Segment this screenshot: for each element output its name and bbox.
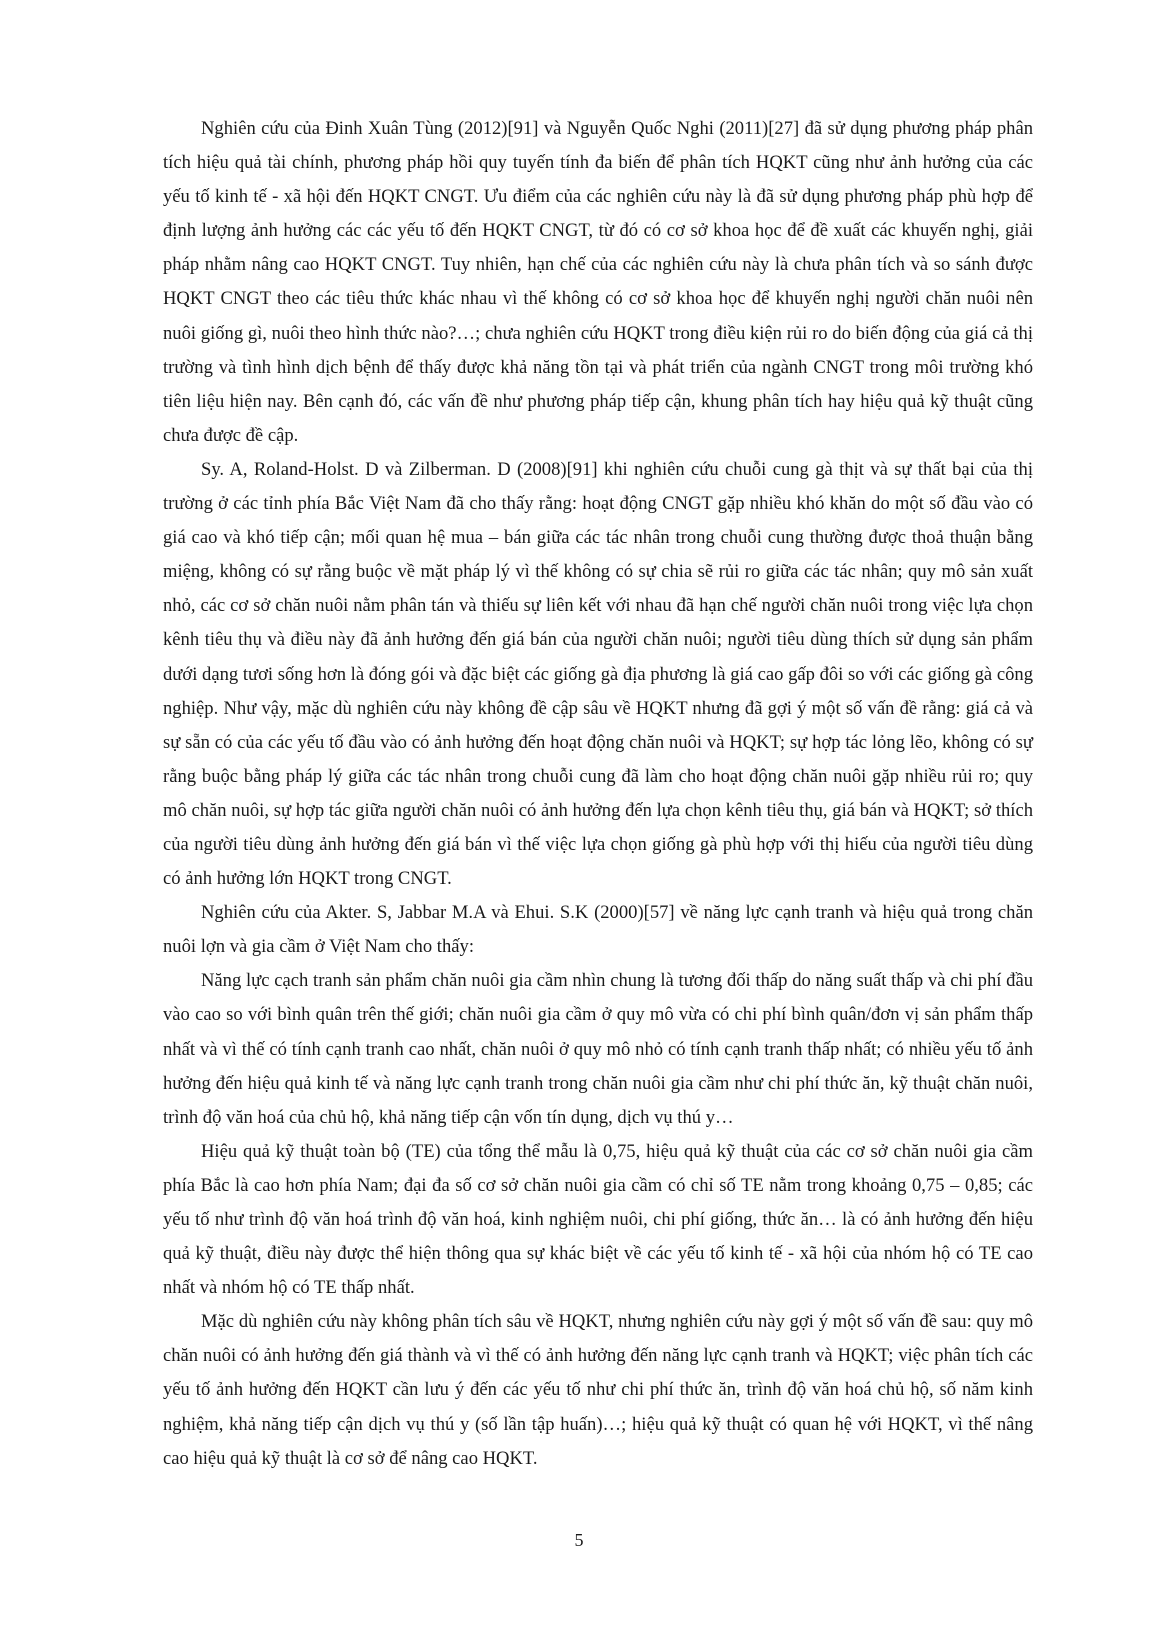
paragraph-1: Nghiên cứu của Đinh Xuân Tùng (2012)[91] và Nguyễn Quốc Nghi (2011)[27] đã sử dụng phương pháp phân tích hiệu quả tài chính, phương pháp hồi quy tuyến tính đa biến để phân tích HQKT cũng như ảnh hưởng của các yếu tố kinh tế - xã hội đến HQKT CNGT. Ưu điểm của các nghiên cứu này là đã sử dụng phương pháp phù hợp để định lượng ảnh hưởng các các yếu tố đến HQKT CNGT, từ đó có cơ sở khoa học để đề xuất các khuyến nghị, giải pháp nhằm nâng cao HQKT CNGT. Tuy nhiên, hạn chế của các nghiên cứu này là chưa phân tích và so sánh được HQKT CNGT theo các tiêu thức khác nhau vì thế không có cơ sở khoa học để khuyến nghị người chăn nuôi nên nuôi giống gì, nuôi theo hình thức nào?…; chưa nghiên cứu HQKT trong điều kiện rủi ro do biến động của giá cả thị trường và tình hình dịch bệnh để thấy được khả năng tồn tại và phát triển của ngành CNGT trong môi trường khó tiên liệu hiện nay. Bên cạnh đó, các vấn đề như phương pháp tiếp cận, khung phân tích hay hiệu quả kỹ thuật cũng chưa được đề cập. [163,118,1033,446]
paragraph-2: Sy. A, Roland-Holst. D và Zilberman. D (2008)[91] khi nghiên cứu chuỗi cung gà thịt và sự thất bại của thị trường ở các tỉnh phía Bắc Việt Nam đã cho thấy rằng: hoạt động CNGT gặp nhiều khó khăn do một số đầu vào có giá cao và khó tiếp cận; mối quan hệ mua – bán giữa các tác nhân trong chuỗi cung thường được thoả thuận bằng miệng, không có sự rằng buộc về mặt pháp lý vì thế không có sự chia sẽ rủi ro giữa các tác nhân; quy mô sản xuất nhỏ, các cơ sở chăn nuôi nằm phân tán và thiếu sự liên kết với nhau đã hạn chế người chăn nuôi trong việc lựa chọn kênh tiêu thụ và điều này đã ảnh hưởng đến giá bán của người chăn nuôi; người tiêu dùng thích sử dụng sản phẩm dưới dạng tươi sống hơn là đóng gói và đặc biệt các giống gà địa phương là giá cao gấp đôi so với các giống gà công nghiệp. Như vậy, mặc dù nghiên cứu này không đề cập sâu về HQKT nhưng đã gợi ý một số vấn đề rằng: giá cả và sự sẵn có của các yếu tố đầu vào có ảnh hưởng đến hoạt động chăn nuôi và HQKT; sự hợp tác lỏng lẽo, không có sự rằng buộc bằng pháp lý giữa các tác nhân trong chuỗi cung đã làm cho hoạt động chăn nuôi gặp nhiều rủi ro; quy mô chăn nuôi, sự hợp tác giữa người chăn nuôi có ảnh hưởng đến lựa chọn kênh tiêu thụ, giá bán và HQKT; sở thích của người tiêu dùng ảnh hưởng đến giá bán vì thế việc lựa chọn giống gà phù hợp với thị hiếu của người tiêu dùng có ảnh hưởng lớn HQKT trong CNGT. [163,458,1033,890]
page-number: 5 [574,1530,584,1550]
paragraph-6: Mặc dù nghiên cứu này không phân tích sâu về HQKT, nhưng nghiên cứu này gợi ý một số vấn đề sau: quy mô chăn nuôi có ảnh hưởng đến giá thành và vì thế có ảnh hưởng đến năng lực cạnh tranh và HQKT; việc phân tích các yếu tố ảnh hưởng đến HQKT cần lưu ý đến các yếu tố như chi phí thức ăn, trình độ văn hoá chủ hộ, số năm kinh nghiệm, khả năng tiếp cận dịch vụ thú y (số lần tập huấn)…; hiệu quả kỹ thuật có quan hệ với HQKT, vì thế nâng cao hiệu quả kỹ thuật là cơ sở để nâng cao HQKT. [163,1311,1033,1469]
paragraph-4: Năng lực cạch tranh sản phẩm chăn nuôi gia cầm nhìn chung là tương đối thấp do năng suất thấp và chi phí đầu vào cao so với bình quân trên thế giới; chăn nuôi gia cầm ở quy mô vừa có chi phí bình quân/đơn vị sản phẩm thấp nhất và vì thế có tính cạnh tranh cao nhất, chăn nuôi ở quy mô nhỏ có tính cạnh tranh thấp nhất; có nhiều yếu tố ảnh hưởng đến hiệu quả kinh tế và năng lực cạnh tranh trong chăn nuôi gia cầm như chi phí thức ăn, kỹ thuật chăn nuôi, trình độ văn hoá của chủ hộ, khả năng tiếp cận vốn tín dụng, dịch vụ thú y… [163,970,1033,1128]
paragraph-3: Nghiên cứu của Akter. S, Jabbar M.A và Ehui. S.K (2000)[57] về năng lực cạnh tranh và hiệu quả trong chăn nuôi lợn và gia cầm ở Việt Nam cho thấy: [163,902,1033,958]
body-text [163,112,1033,1476]
paragraph-5: Hiệu quả kỹ thuật toàn bộ (TE) của tổng thể mẫu là 0,75, hiệu quả kỹ thuật của các cơ sở chăn nuôi gia cầm phía Bắc là cao hơn phía Nam; đại đa số cơ sở chăn nuôi gia cầm có chỉ số TE nằm trong khoảng 0,75 – 0,85; các yếu tố như trình độ văn hoá trình độ văn hoá, kinh nghiệm nuôi, chi phí giống, thức ăn… là có ảnh hưởng đến hiệu quả kỹ thuật, điều này được thể hiện thông qua sự khác biệt về các yếu tố kinh tế - xã hội của nhóm hộ có TE cao nhất và nhóm hộ có TE thấp nhất. [163,1140,1033,1299]
